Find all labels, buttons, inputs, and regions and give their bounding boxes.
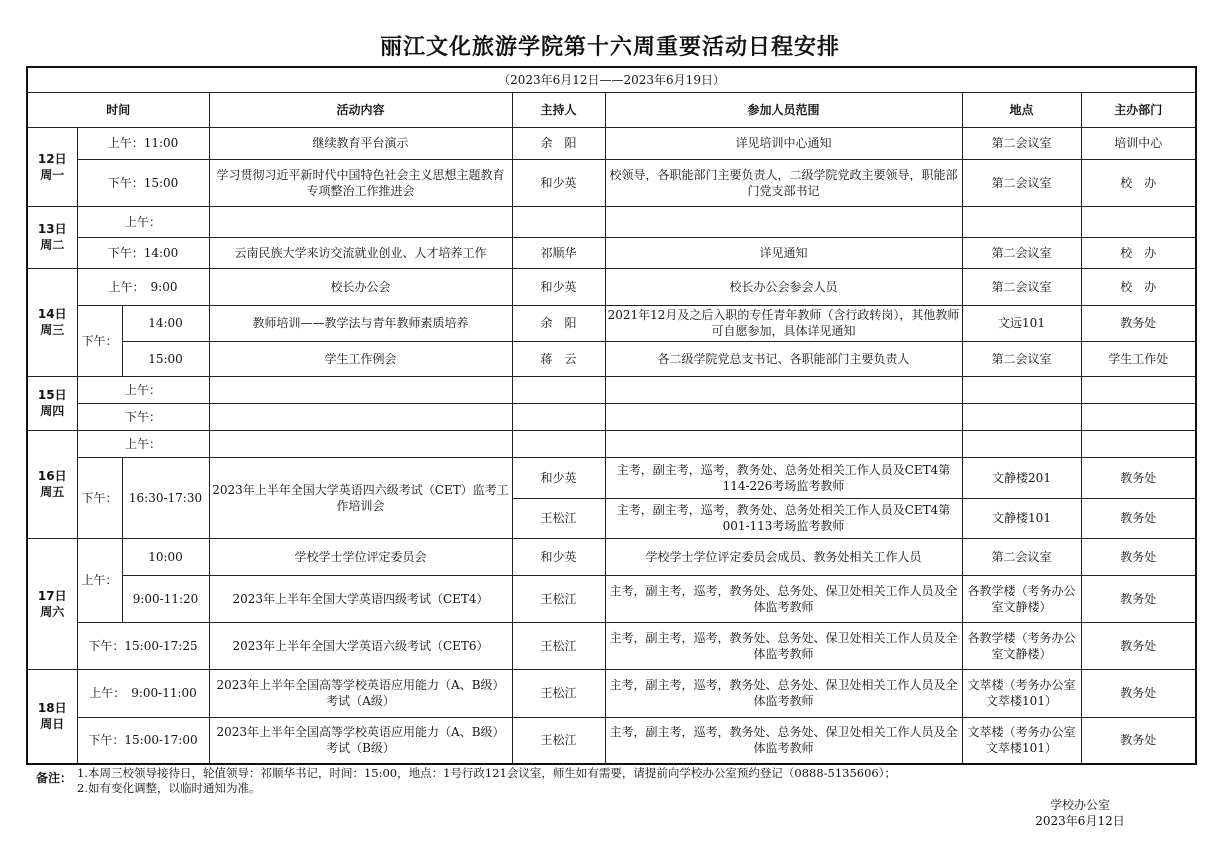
participants-cell bbox=[605, 206, 962, 237]
host-cell: 余 阳 bbox=[512, 127, 605, 159]
location-cell: 文萃楼（考务办公室文萃楼101） bbox=[962, 669, 1081, 717]
time-cell: 上午： bbox=[77, 206, 209, 237]
date-range-row bbox=[27, 67, 1196, 92]
location-cell bbox=[962, 206, 1081, 237]
location-cell: 文静楼101 bbox=[962, 498, 1081, 538]
note-line: 2.如有变化调整，以临时通知为准。 bbox=[77, 781, 261, 795]
content-cell: 2023年上半年全国大学英语六级考试（CET6） bbox=[209, 622, 512, 669]
content-cell: 学生工作例会 bbox=[209, 341, 512, 376]
schedule-table bbox=[26, 66, 1197, 765]
location-cell: 第二会议室 bbox=[962, 341, 1081, 376]
host-cell: 和少英 bbox=[512, 538, 605, 575]
host-cell bbox=[512, 403, 605, 430]
header-content: 活动内容 bbox=[209, 92, 512, 127]
host-cell: 王松江 bbox=[512, 498, 605, 538]
participants-cell: 主考，副主考，巡考，教务处、总务处相关工作人员及CET4第114-226考场监考教师 bbox=[605, 457, 962, 498]
day-cell: 14日 周三 bbox=[27, 268, 77, 376]
content-cell: 教师培训——教学法与青年教师素质培养 bbox=[209, 305, 512, 341]
department-cell bbox=[1081, 403, 1196, 430]
table-row bbox=[27, 341, 1196, 376]
location-cell: 各教学楼（考务办公室文静楼） bbox=[962, 622, 1081, 669]
content-cell: 2023年上半年全国大学英语四级考试（CET4） bbox=[209, 575, 512, 622]
participants-cell: 校长办公会参会人员 bbox=[605, 268, 962, 305]
day-cell: 13日 周二 bbox=[27, 206, 77, 268]
host-cell: 祁顺华 bbox=[512, 237, 605, 268]
department-cell: 教务处 bbox=[1081, 305, 1196, 341]
participants-cell: 各二级学院党总支书记、各职能部门主要负责人 bbox=[605, 341, 962, 376]
period-cell: 下午： bbox=[77, 305, 122, 376]
note-line: 1.本周三校领导接待日，轮值领导：祁顺华书记，时间：15:00，地点：1号行政121会议室，师生如有需要，请提前向学校办公室预约登记（0888-5135606）； bbox=[77, 766, 896, 780]
location-cell: 文萃楼（考务办公室文萃楼101） bbox=[962, 717, 1081, 764]
participants-cell: 主考，副主考，巡考，教务处、总务处相关工作人员及CET4第001-113考场监考教师 bbox=[605, 498, 962, 538]
department-cell: 教务处 bbox=[1081, 669, 1196, 717]
content-cell: 校长办公会 bbox=[209, 268, 512, 305]
header-department: 主办部门 bbox=[1081, 92, 1196, 127]
date-range: （2023年6月12日——2023年6月19日） bbox=[27, 67, 1196, 92]
time-cell: 下午： bbox=[77, 403, 209, 430]
content-cell: 继续教育平台演示 bbox=[209, 127, 512, 159]
content-cell bbox=[209, 376, 512, 403]
content-cell bbox=[209, 403, 512, 430]
participants-cell: 主考，副主考，巡考，教务处、总务处、保卫处相关工作人员及全体监考教师 bbox=[605, 717, 962, 764]
signature-date: 2023年6月12日 bbox=[1035, 814, 1125, 828]
time-cell: 上午： bbox=[77, 430, 209, 457]
location-cell: 文静楼201 bbox=[962, 457, 1081, 498]
time-cell: 上午： bbox=[77, 376, 209, 403]
content-cell: 学习贯彻习近平新时代中国特色社会主义思想主题教育专项整治工作推进会 bbox=[209, 159, 512, 206]
content-cell: 2023年上半年全国大学英语四六级考试（CET）监考工作培训会 bbox=[209, 457, 512, 538]
content-cell bbox=[209, 206, 512, 237]
signature bbox=[1020, 797, 1140, 829]
table-row bbox=[27, 538, 1196, 575]
department-cell: 教务处 bbox=[1081, 622, 1196, 669]
host-cell bbox=[512, 430, 605, 457]
time-cell: 上午：11:00 bbox=[77, 127, 209, 159]
location-cell: 第二会议室 bbox=[962, 268, 1081, 305]
participants-cell: 主考，副主考，巡考，教务处、总务处、保卫处相关工作人员及全体监考教师 bbox=[605, 575, 962, 622]
participants-cell bbox=[605, 430, 962, 457]
participants-cell: 主考，副主考，巡考，教务处、总务处、保卫处相关工作人员及全体监考教师 bbox=[605, 622, 962, 669]
time-cell: 14:00 bbox=[122, 305, 209, 341]
table-row bbox=[27, 403, 1196, 430]
table-row bbox=[27, 430, 1196, 457]
participants-cell: 2021年12月及之后入职的专任青年教师（含行政转岗），其他教师可自愿参加，具体详见通知 bbox=[605, 305, 962, 341]
content-cell: 云南民族大学来访交流就业创业、人才培养工作 bbox=[209, 237, 512, 268]
table-row bbox=[27, 206, 1196, 237]
time-cell: 下午：14:00 bbox=[77, 237, 209, 268]
content-cell: 2023年上半年全国高等学校英语应用能力（A、B级）考试（A级） bbox=[209, 669, 512, 717]
table-row bbox=[27, 575, 1196, 622]
department-cell: 教务处 bbox=[1081, 457, 1196, 498]
department-cell: 校 办 bbox=[1081, 237, 1196, 268]
host-cell: 王松江 bbox=[512, 669, 605, 717]
department-cell: 校 办 bbox=[1081, 268, 1196, 305]
header-time: 时间 bbox=[27, 92, 209, 127]
table-row bbox=[27, 159, 1196, 206]
participants-cell bbox=[605, 403, 962, 430]
header-participants: 参加人员范围 bbox=[605, 92, 962, 127]
host-cell: 王松江 bbox=[512, 575, 605, 622]
page-title: 丽江文化旅游学院第十六周重要活动日程安排 bbox=[379, 35, 840, 60]
table-row bbox=[27, 717, 1196, 764]
participants-cell: 学校学士学位评定委员会成员、教务处相关工作人员 bbox=[605, 538, 962, 575]
participants-cell: 详见通知 bbox=[605, 237, 962, 268]
signature-office: 学校办公室 bbox=[1049, 798, 1110, 812]
time-cell: 下午：15:00 bbox=[77, 159, 209, 206]
table-row bbox=[27, 305, 1196, 341]
day-cell: 12日 周一 bbox=[27, 127, 77, 206]
day-cell: 18日 周日 bbox=[27, 669, 77, 764]
host-cell: 和少英 bbox=[512, 457, 605, 498]
host-cell: 王松江 bbox=[512, 717, 605, 764]
location-cell bbox=[962, 403, 1081, 430]
participants-cell: 主考，副主考，巡考，教务处、总务处、保卫处相关工作人员及全体监考教师 bbox=[605, 669, 962, 717]
participants-cell: 校领导，各职能部门主要负责人，二级学院党政主要领导，职能部门党支部书记 bbox=[605, 159, 962, 206]
time-cell: 9:00-11:20 bbox=[122, 575, 209, 622]
location-cell bbox=[962, 376, 1081, 403]
department-cell: 教务处 bbox=[1081, 498, 1196, 538]
host-cell: 和少英 bbox=[512, 159, 605, 206]
time-cell: 15:00 bbox=[122, 341, 209, 376]
host-cell: 王松江 bbox=[512, 622, 605, 669]
location-cell: 第二会议室 bbox=[962, 538, 1081, 575]
department-cell: 教务处 bbox=[1081, 575, 1196, 622]
time-cell: 下午：15:00-17:00 bbox=[77, 717, 209, 764]
department-cell: 教务处 bbox=[1081, 717, 1196, 764]
participants-cell bbox=[605, 376, 962, 403]
department-cell bbox=[1081, 206, 1196, 237]
host-cell: 余 阳 bbox=[512, 305, 605, 341]
department-cell: 校 办 bbox=[1081, 159, 1196, 206]
host-cell: 蒋 云 bbox=[512, 341, 605, 376]
host-cell bbox=[512, 206, 605, 237]
header-row bbox=[27, 92, 1196, 127]
department-cell: 学生工作处 bbox=[1081, 341, 1196, 376]
time-cell: 下午：15:00-17:25 bbox=[77, 622, 209, 669]
table-row bbox=[27, 669, 1196, 717]
content-cell: 学校学士学位评定委员会 bbox=[209, 538, 512, 575]
time-cell: 上午： 9:00-11:00 bbox=[77, 669, 209, 717]
table-row bbox=[27, 622, 1196, 669]
table-row bbox=[27, 237, 1196, 268]
location-cell: 第二会议室 bbox=[962, 237, 1081, 268]
header-location: 地点 bbox=[962, 92, 1081, 127]
day-cell: 17日 周六 bbox=[27, 538, 77, 669]
table-row bbox=[27, 127, 1196, 159]
host-cell: 和少英 bbox=[512, 268, 605, 305]
period-cell: 下午： bbox=[77, 457, 122, 538]
department-cell bbox=[1081, 376, 1196, 403]
location-cell: 第二会议室 bbox=[962, 127, 1081, 159]
department-cell: 教务处 bbox=[1081, 538, 1196, 575]
time-cell: 16:30-17:30 bbox=[122, 457, 209, 538]
notes-label: 备注： bbox=[36, 771, 73, 785]
location-cell bbox=[962, 430, 1081, 457]
table-row bbox=[27, 376, 1196, 403]
time-cell: 上午： 9:00 bbox=[77, 268, 209, 305]
table-row bbox=[27, 457, 1196, 498]
location-cell: 各教学楼（考务办公室文静楼） bbox=[962, 575, 1081, 622]
location-cell: 文远101 bbox=[962, 305, 1081, 341]
location-cell: 第二会议室 bbox=[962, 159, 1081, 206]
day-cell: 15日 周四 bbox=[27, 376, 77, 430]
period-cell: 上午： bbox=[77, 538, 122, 622]
table-row bbox=[27, 268, 1196, 305]
department-cell bbox=[1081, 430, 1196, 457]
content-cell bbox=[209, 430, 512, 457]
department-cell: 培训中心 bbox=[1081, 127, 1196, 159]
content-cell: 2023年上半年全国高等学校英语应用能力（A、B级）考试（B级） bbox=[209, 717, 512, 764]
header-host: 主持人 bbox=[512, 92, 605, 127]
day-cell: 16日 周五 bbox=[27, 430, 77, 538]
participants-cell: 详见培训中心通知 bbox=[605, 127, 962, 159]
time-cell: 10:00 bbox=[122, 538, 209, 575]
host-cell bbox=[512, 376, 605, 403]
